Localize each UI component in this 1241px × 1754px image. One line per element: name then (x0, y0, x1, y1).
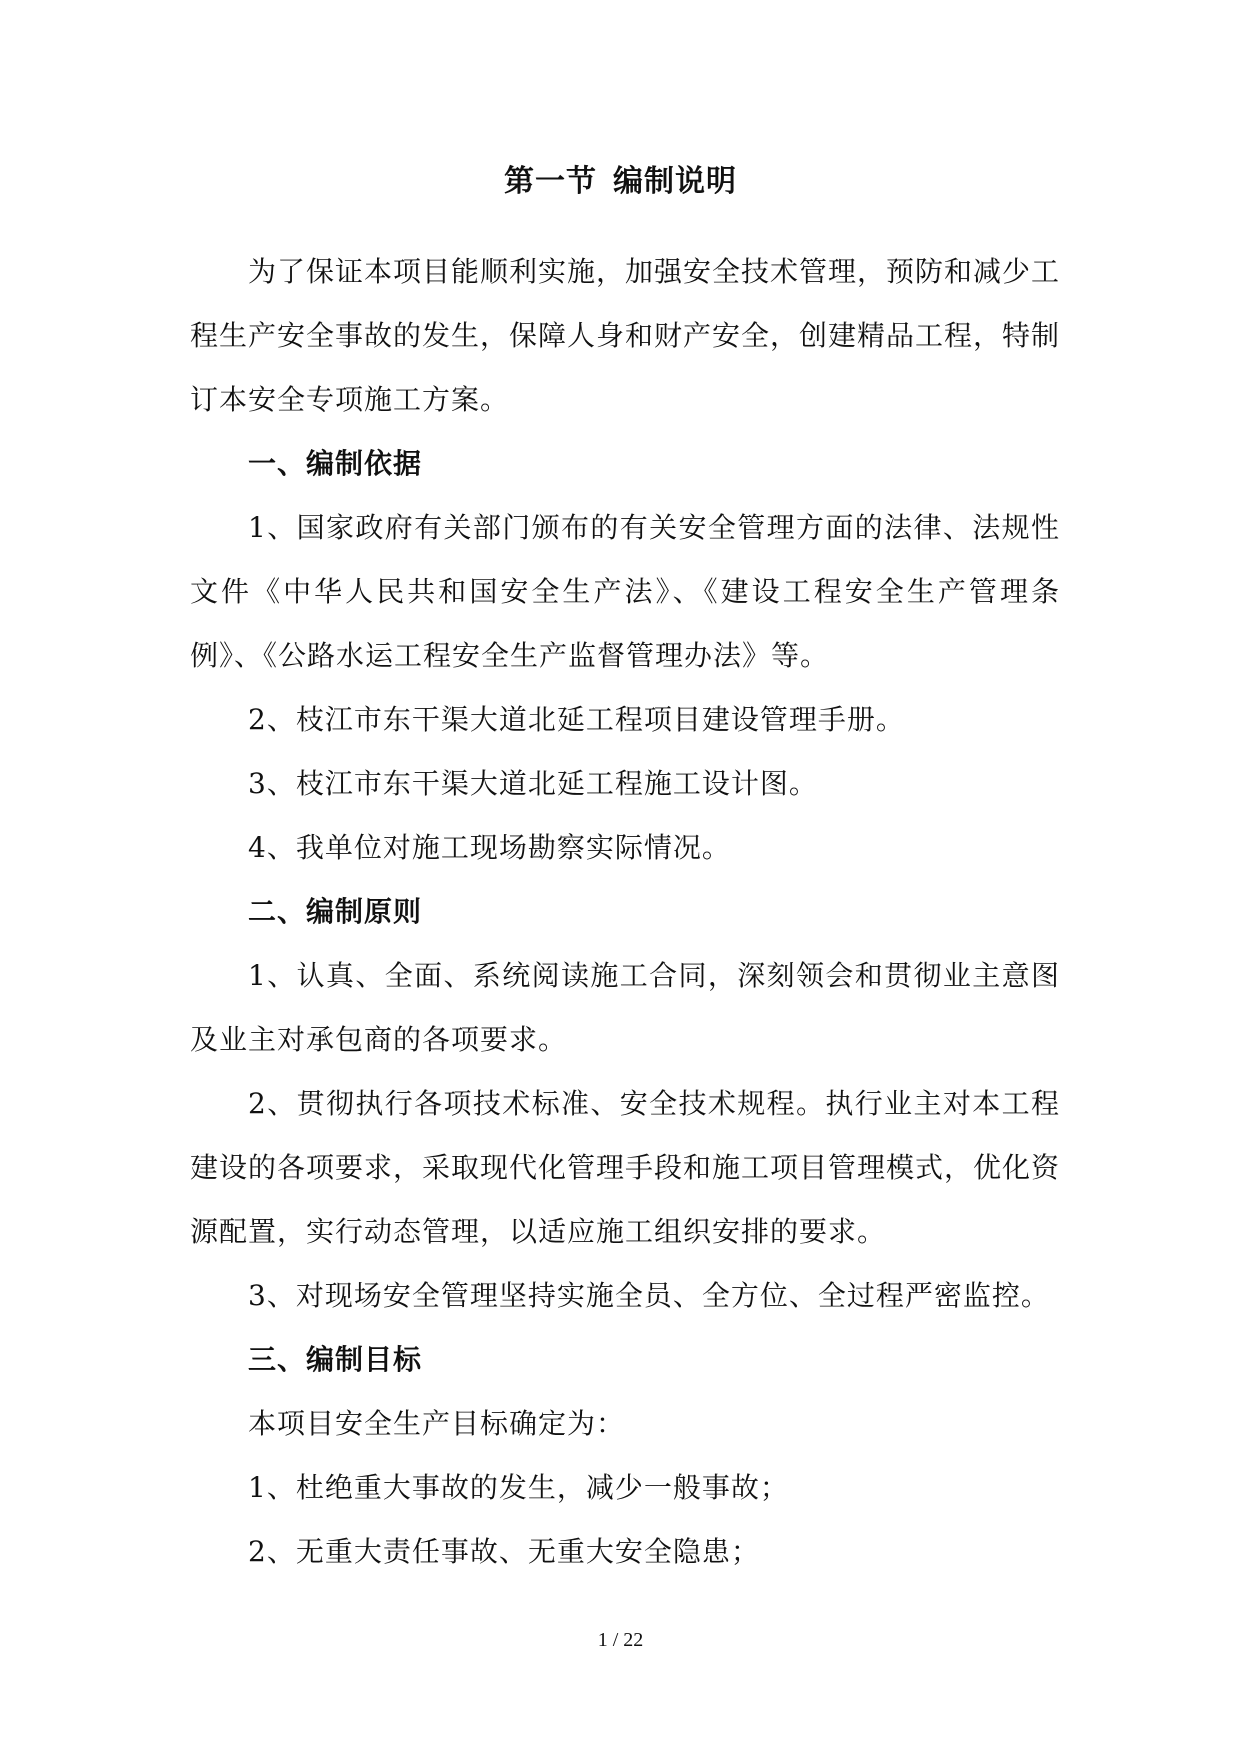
goal-intro: 本项目安全生产目标确定为： (248, 1407, 626, 1440)
goal-item-1: 1、杜绝重大事故的发生，减少一般事故； (248, 1471, 789, 1504)
intro-paragraph: 为了保证本项目能顺利实施，加强安全技术管理，预防和减少工程生产安全事故的发生，保障人身和财产安全，创建精品工程，特制订本安全专项施工方案。 (190, 255, 1061, 416)
title-section-name: 编制说明 (613, 164, 737, 199)
section-heading-goals: 三、编制目标 (248, 1343, 423, 1376)
page-number: 1 / 22 (597, 1629, 644, 1651)
basis-item-3: 3、枝江市东干渠大道北延工程施工设计图。 (248, 767, 818, 800)
section-heading-principles: 二、编制原则 (248, 895, 423, 928)
title-section-number: 第一节 (504, 164, 597, 199)
page-title (0, 160, 1241, 204)
goal-item-2: 2、无重大责任事故、无重大安全隐患； (248, 1535, 760, 1568)
basis-item-1: 1、国家政府有关部门颁布的有关安全管理方面的法律、法规性文件《中华人民共和国安全生产法》、《建设工程安全生产管理条例》、《公路水运工程安全生产监督管理办法》等。 (190, 511, 1060, 672)
section-heading-basis: 一、编制依据 (248, 447, 423, 480)
principle-item-3: 3、对现场安全管理坚持实施全员、全方位、全过程严密监控。 (248, 1279, 1050, 1312)
principle-item-1: 1、认真、全面、系统阅读施工合同，深刻领会和贯彻业主意图及业主对承包商的各项要求。 (190, 959, 1060, 1056)
basis-item-2: 2、枝江市东干渠大道北延工程项目建设管理手册。 (248, 703, 905, 736)
document-body (190, 240, 1060, 1584)
basis-item-4: 4、我单位对施工现场勘察实际情况。 (248, 831, 731, 864)
principle-item-2: 2、贯彻执行各项技术标准、安全技术规程。执行业主对本工程建设的各项要求，采取现代化管理手段和施工项目管理模式，优化资源配置，实行动态管理，以适应施工组织安排的要求。 (190, 1087, 1061, 1248)
